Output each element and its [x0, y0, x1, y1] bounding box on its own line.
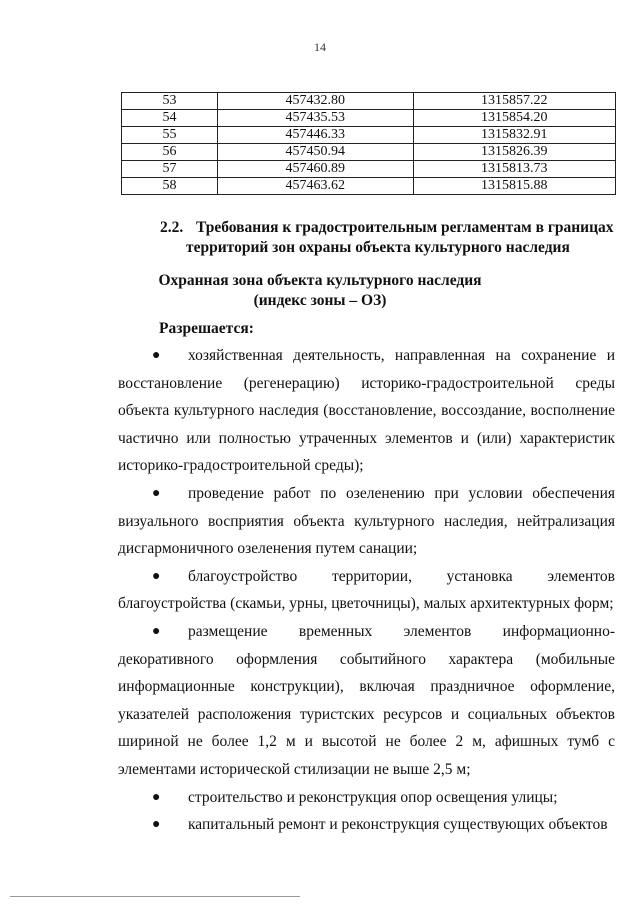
coordinates-table	[121, 92, 616, 195]
list-item	[118, 618, 615, 784]
table-row	[122, 110, 616, 127]
y-coordinate-cell: 1315857.22	[413, 93, 615, 110]
point-number-cell: 55	[122, 127, 218, 144]
list-item-text: размещение временных элементов информационно-декоративного оформления событийного характера (мобильные информационные конструкции), включая праздничное оформление, указателей расположения туристских ресурсов и социальных объектов шириной не более 1,2 м и высотой не более 2 м, афишных тумб с элементами исторической стилизации не выше 2,5 м;	[118, 622, 615, 778]
list-item	[118, 563, 615, 618]
table-row	[122, 127, 616, 144]
y-coordinate-cell: 1315826.39	[413, 144, 615, 161]
x-coordinate-cell: 457463.62	[218, 178, 413, 195]
bullet-icon: ●	[152, 485, 161, 501]
footer-divider	[10, 896, 300, 897]
allowed-items-list	[118, 342, 615, 839]
list-item	[118, 342, 615, 480]
table-row	[122, 178, 616, 195]
section-number: 2.2.	[160, 219, 184, 236]
x-coordinate-cell: 457460.89	[218, 161, 413, 178]
bullet-icon: ●	[152, 623, 161, 639]
point-number-cell: 57	[122, 161, 218, 178]
list-item-text: хозяйственная деятельность, направленная на сохранение и восстановление (регенерацию) историко-градостроительной среды объекта культурного наследия (восстановление, воссоздание, восполнение частично или полностью утраченных элементов и (или) характеристик историко-градостроительной среды);	[118, 347, 615, 475]
table-row	[122, 144, 616, 161]
zone-title	[0, 271, 640, 311]
point-number-cell: 58	[122, 178, 218, 195]
x-coordinate-cell: 457432.80	[218, 93, 413, 110]
y-coordinate-cell: 1315813.73	[413, 161, 615, 178]
list-item	[118, 480, 615, 563]
list-item-text: капитальный ремонт и реконструкция существующих объектов	[188, 816, 608, 834]
y-coordinate-cell: 1315832.91	[413, 127, 615, 144]
x-coordinate-cell: 457435.53	[218, 110, 413, 127]
x-coordinate-cell: 457450.94	[218, 144, 413, 161]
y-coordinate-cell: 1315854.20	[413, 110, 615, 127]
zone-title-line1: Охранная зона объекта культурного наследия	[158, 272, 482, 289]
table-row	[122, 161, 616, 178]
point-number-cell: 54	[122, 110, 218, 127]
section-heading-line1	[160, 218, 620, 238]
page-number: 14	[314, 40, 326, 54]
list-item	[118, 811, 615, 839]
bullet-icon: ●	[152, 817, 161, 833]
list-item-text: благоустройство территории, установка элементов благоустройства (скамьи, урны, цветочницы), малых архитектурных форм;	[118, 567, 615, 613]
point-number-cell: 56	[122, 144, 218, 161]
allowed-label: Разрешается:	[159, 320, 254, 337]
point-number-cell: 53	[122, 93, 218, 110]
section-heading	[160, 218, 620, 258]
section-title-line1: Требования к градостроительным регламентам в границах	[196, 219, 614, 236]
section-title-line2: территорий зон охраны объекта культурного наследия	[186, 239, 570, 256]
list-item	[118, 784, 615, 812]
list-item-text: строительство и реконструкция опор освещения улицы;	[188, 788, 558, 806]
y-coordinate-cell: 1315815.88	[413, 178, 615, 195]
zone-title-line2: (индекс зоны – ОЗ)	[253, 292, 387, 309]
bullet-icon: ●	[152, 348, 161, 363]
bullet-icon: ●	[152, 568, 161, 584]
bullet-icon: ●	[152, 789, 161, 805]
table-row	[122, 93, 616, 110]
x-coordinate-cell: 457446.33	[218, 127, 413, 144]
list-item-text: проведение работ по озеленению при условии обеспечения визуального восприятия объекта культурного наследия, нейтрализация дисгармоничного озеленения путем санации;	[118, 484, 615, 558]
